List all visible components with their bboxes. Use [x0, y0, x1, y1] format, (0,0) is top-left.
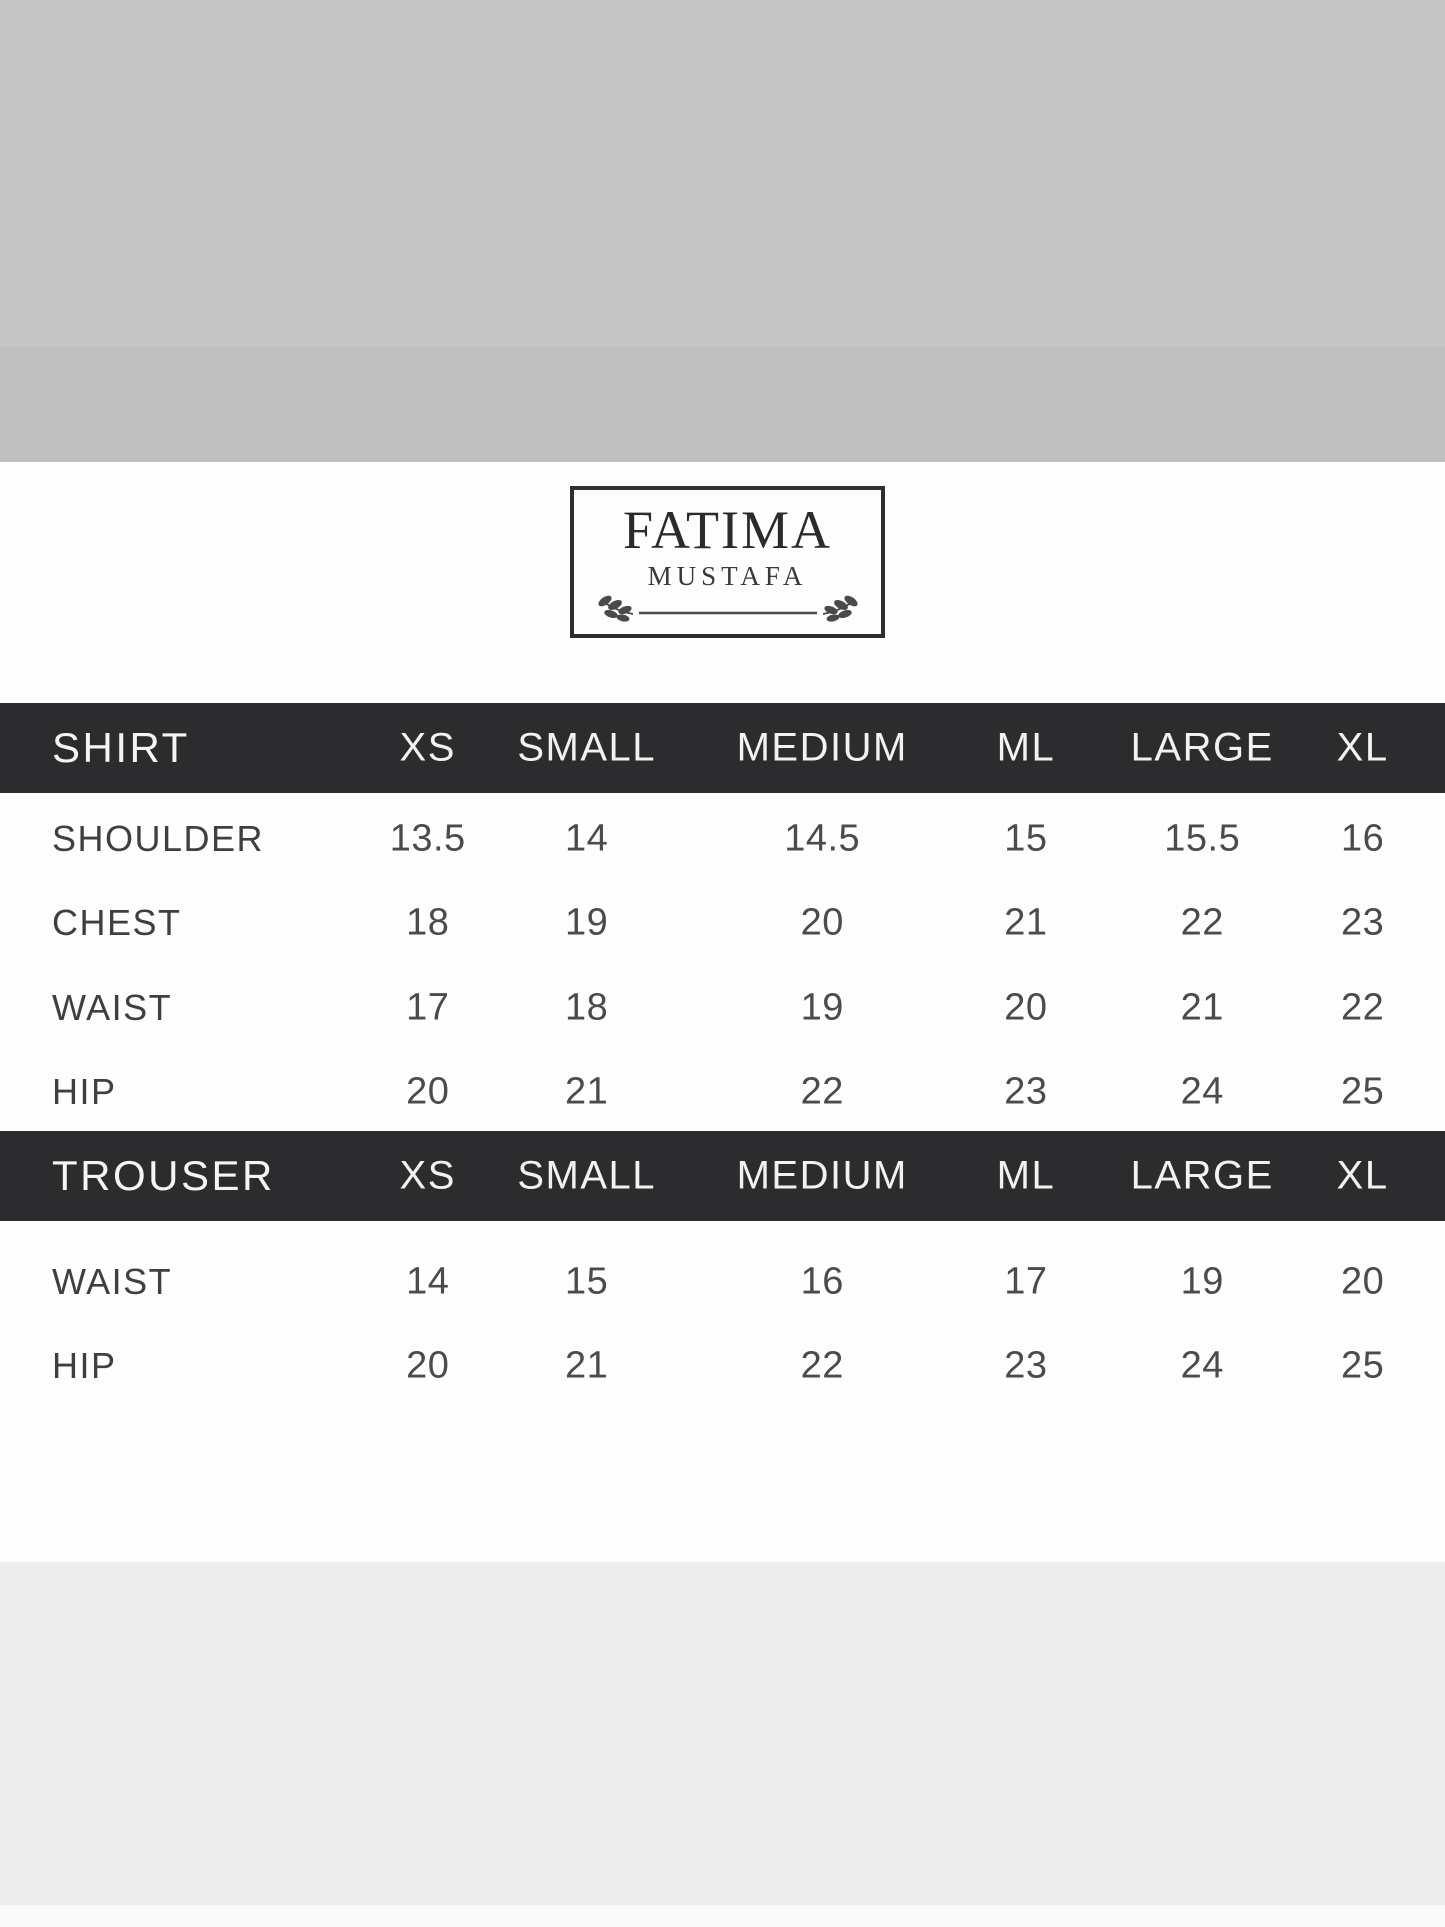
size-value-cell: 15: [565, 1260, 609, 1303]
measurement-label: CHEST: [52, 902, 182, 943]
size-value-cell: 14.5: [784, 817, 861, 860]
size-value-cell: 20: [406, 1344, 450, 1387]
size-value-cell: 22: [1180, 901, 1224, 944]
size-value-cell: 14: [406, 1260, 450, 1303]
size-column-header: ML: [996, 1153, 1056, 1198]
size-value-cell: 24: [1180, 1344, 1224, 1387]
size-value-cell: 20: [800, 901, 844, 944]
size-value-cell: 22: [800, 1070, 844, 1113]
size-value-cell: 23: [1004, 1070, 1048, 1113]
brand-subname: MUSTAFA: [647, 561, 808, 591]
size-column-header: XL: [1336, 1153, 1389, 1198]
size-value-cell: 20: [1340, 1260, 1385, 1303]
size-value-cell: 14: [565, 817, 609, 860]
measurement-label: HIP: [52, 1071, 117, 1112]
table-row: [0, 1050, 1445, 1134]
brand-logo-box: [570, 486, 885, 638]
background-gray-bottom: [0, 1562, 1445, 1905]
size-value-cell: 18: [406, 901, 450, 944]
background-gray-top: [0, 0, 1445, 347]
background-white-strip: [0, 1905, 1445, 1927]
brand-name: FATIMA: [622, 500, 832, 560]
table-header-bar: [0, 703, 1445, 793]
size-column-header: MEDIUM: [736, 725, 908, 770]
size-value-cell: 20: [406, 1070, 450, 1113]
size-value-cell: 21: [1004, 901, 1048, 944]
size-value-cell: 20: [1004, 986, 1048, 1029]
size-value-cell: 25: [1340, 1344, 1385, 1387]
size-column-header: LARGE: [1130, 725, 1274, 770]
background-gray-top-seam: [0, 347, 1445, 462]
size-value-cell: 19: [1180, 1260, 1224, 1303]
laurel-ornament-icon: [593, 592, 863, 626]
size-value-cell: 16: [800, 1260, 844, 1303]
size-column-header: XS: [399, 1153, 456, 1198]
size-column-header: ML: [996, 725, 1056, 770]
size-value-cell: 13.5: [389, 817, 466, 860]
size-value-cell: 18: [565, 986, 609, 1029]
measurement-label: WAIST: [52, 1261, 173, 1302]
table-header-bar: [0, 1131, 1445, 1221]
size-column-header: LARGE: [1130, 1153, 1274, 1198]
measurement-label: WAIST: [52, 987, 173, 1028]
size-column-header: XS: [399, 725, 456, 770]
measurement-label: HIP: [52, 1345, 117, 1386]
size-value-cell: 19: [800, 986, 844, 1029]
table-row: [0, 966, 1445, 1050]
size-value-cell: 21: [565, 1344, 609, 1387]
table-row: [0, 1324, 1445, 1408]
size-value-cell: 23: [1004, 1344, 1048, 1387]
table-row: [0, 881, 1445, 965]
size-value-cell: 15.5: [1164, 817, 1241, 860]
size-value-cell: 16: [1340, 817, 1385, 860]
size-column-header: SMALL: [517, 725, 656, 770]
size-value-cell: 17: [1004, 1260, 1048, 1303]
size-value-cell: 22: [800, 1344, 844, 1387]
size-value-cell: 21: [565, 1070, 609, 1113]
size-column-header: MEDIUM: [736, 1153, 908, 1198]
table-row: [0, 797, 1445, 881]
size-column-header: XL: [1336, 725, 1389, 770]
size-value-cell: 25: [1340, 1070, 1385, 1113]
size-value-cell: 15: [1004, 817, 1048, 860]
size-value-cell: 22: [1340, 986, 1385, 1029]
table-row: [0, 1240, 1445, 1324]
size-column-header: SMALL: [517, 1153, 656, 1198]
size-value-cell: 21: [1180, 986, 1224, 1029]
size-value-cell: 17: [406, 986, 450, 1029]
table-title: SHIRT: [52, 724, 190, 771]
measurement-label: SHOULDER: [52, 818, 265, 859]
size-value-cell: 19: [565, 901, 609, 944]
table-title: TROUSER: [52, 1152, 275, 1199]
size-value-cell: 23: [1340, 901, 1385, 944]
size-value-cell: 24: [1180, 1070, 1224, 1113]
